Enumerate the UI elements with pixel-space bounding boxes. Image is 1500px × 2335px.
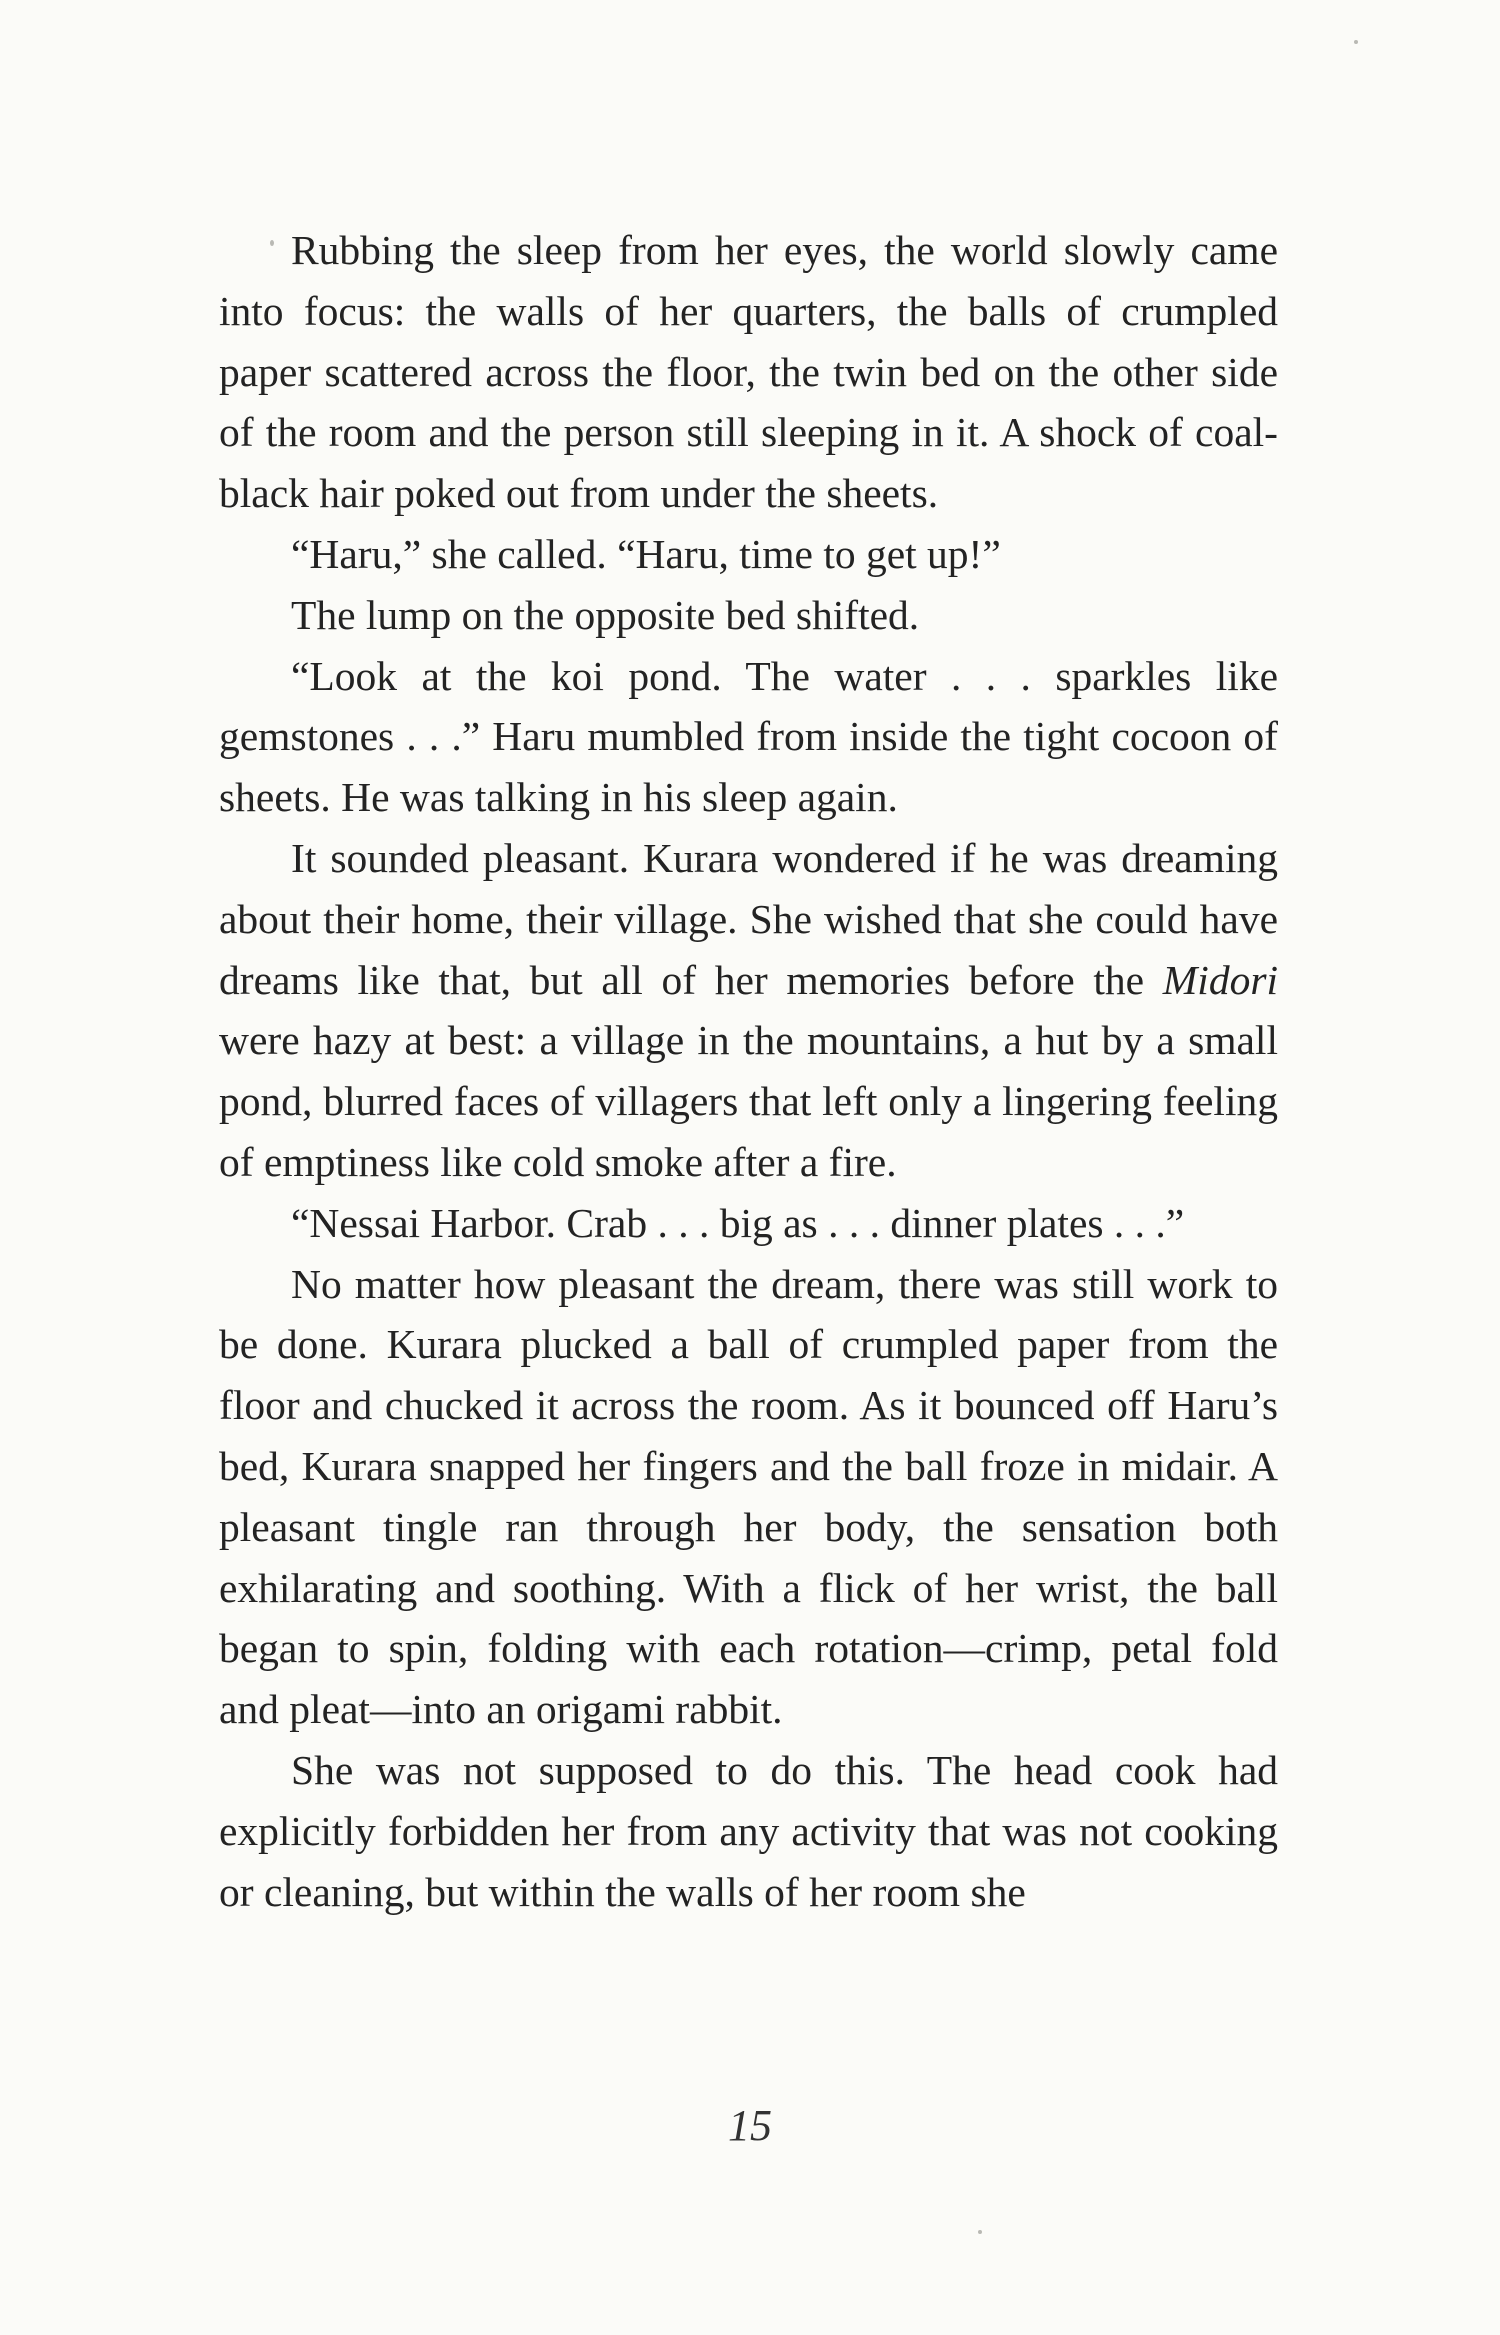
paragraph [219,585,1278,646]
paper-speck [1354,40,1358,44]
text-run: No matter how pleasant the dream, there was still work to be done. Kurara plucked a ball of crumpled paper from the floor and chucked it across the room. As it bounced off Haru’s bed, Kurara snapped her fingers and the ball froze in midair. A pleasant tingle ran through her body, the sensation both exhilarating and soothing. With a flick of her wrist, the ball began to spin, folding with each rotation—crimp, petal fold and pleat—into an origami rabbit. [219,1260,1278,1733]
paragraph [219,828,1278,1193]
italic-text: Midori [1162,956,1278,1003]
paragraph [219,1740,1278,1922]
text-run: “Look at the koi pond. The water . . . sparkles like gemstones . . .” Haru mumbled from inside the tight cocoon of sheets. He was talking in his sleep again. [219,652,1278,821]
text-run: It sounded pleasant. Kurara wondered if he was dreaming about their home, their village. She wished that she could have dreams like that, but all of her memories before the [219,834,1278,1003]
paper-speck [270,240,274,246]
paragraph [219,646,1278,828]
paper-speck [978,2230,982,2234]
page-number: 15 [728,2101,772,2150]
body-text [219,220,1278,1922]
text-run: were hazy at best: a village in the mountains, a hut by a small pond, blurred faces of villagers that left only a lingering feeling of emptiness like cold smoke after a fire. [219,1017,1278,1185]
text-run: She was not supposed to do this. The head cook had explicitly forbidden her from any activity that was not cooking or cleaning, but within the walls of her room she [219,1746,1278,1915]
text-run: Rubbing the sleep from her eyes, the world slowly came into focus: the walls of her quarters, the balls of crumpled paper scattered across the floor, the twin bed on the other side of the room and the person still sleeping in it. A shock of coal-black hair poked out from under the sheets. [219,227,1278,517]
paragraph [219,1193,1278,1254]
text-run: “Haru,” she called. “Haru, time to get up!” [291,530,1001,577]
paragraph [219,1254,1278,1740]
text-run: “Nessai Harbor. Crab . . . big as . . . dinner plates . . .” [291,1199,1185,1246]
paragraph [219,524,1278,585]
text-run: The lump on the opposite bed shifted. [291,591,920,638]
paragraph [219,220,1278,524]
